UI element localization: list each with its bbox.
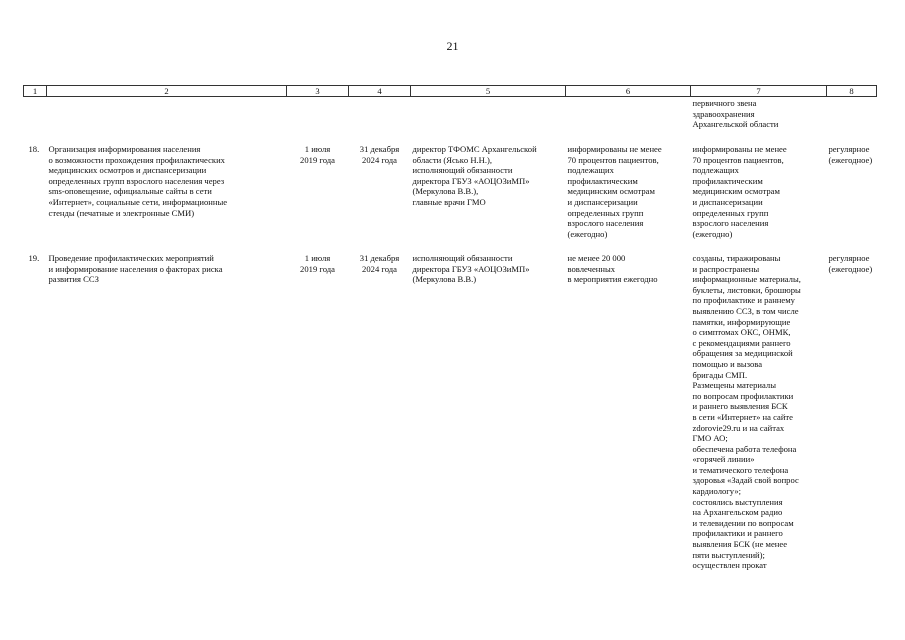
cell-text-line: буклеты, листовки, брошюры (692, 284, 801, 295)
cell-text-line: директора ГБУЗ «АОЦОЗиМП» (412, 175, 530, 186)
cell-text-line: о возможности прохождения профилактических (48, 154, 225, 165)
cell-text-line: на Архангельском радио (692, 507, 783, 518)
cell-text-line: о симптомах ОКС, ОНМК, (692, 327, 791, 338)
col-header-7: 7 (691, 86, 827, 97)
activity-cell (47, 241, 287, 571)
page-number: 21 (446, 39, 459, 53)
cell-text-line: помощью и вызова (692, 358, 763, 369)
indicator-cell (566, 241, 691, 571)
responsible-cell (411, 241, 566, 571)
cell-text-line: памятки, информирующие (692, 316, 791, 327)
cell-text-line: профилактическим (692, 175, 763, 186)
cell-text-line: в сети «Интернет» на сайте (692, 411, 793, 422)
cell-text-line: информированы не менее (692, 144, 787, 154)
cell-text-line: 70 процентов пациентов, (692, 154, 784, 165)
cell-text-line: медицинским осмотрам (692, 186, 780, 197)
responsible-cell (411, 130, 566, 241)
cell-text-line: (ежегодное) (828, 263, 873, 274)
cell-text-line: состоялись выступления (692, 496, 783, 507)
cell-text-line: определенных групп (567, 207, 644, 218)
cell-text-line: и диспансеризации (692, 196, 763, 207)
cell-text-line: zdorovie29.ru и на сайтах (692, 422, 785, 433)
cell-text-line: Проведение профилактических мероприятий (48, 253, 214, 263)
table-row-19 (24, 241, 877, 571)
cell-text-line: бригады СМП. (692, 369, 748, 380)
cell-text-line: медицинским осмотрам (567, 186, 655, 197)
cell-text-line: по вопросам профилактики (692, 390, 794, 401)
activity-cell (47, 130, 287, 241)
cell-text-line: медицинских осмотров и диспансеризации (48, 165, 207, 176)
column-number-header-row (24, 86, 877, 97)
cell-text-line: (Меркулова В.В.), (412, 186, 479, 197)
end-date-cell (349, 130, 411, 241)
cell-text-line: 2019 года (300, 154, 335, 165)
cell-text-line: стенды (печатные и электронные СМИ) (48, 207, 195, 218)
cell-text-line: sms-оповещение, официальные сайты в сети (48, 186, 212, 197)
cell-text-line: 2019 года (300, 263, 335, 274)
cell-text-line: Архангельской области (692, 119, 779, 130)
col-header-6: 6 (566, 86, 691, 97)
cell-text-line: (ежегодно) (567, 228, 608, 239)
cell-text-line: кардиологу»; (692, 486, 742, 497)
cell-text-line: Размещены материалы (692, 380, 776, 391)
table-row-18 (24, 130, 877, 241)
cell-text-line: главные врачи ГМО (412, 196, 486, 207)
col-header-5: 5 (411, 86, 566, 97)
results-cell (691, 130, 827, 241)
cell-text-line: 1 июля (304, 144, 331, 154)
cell-text-line: 1 июля (304, 253, 331, 263)
col-header-1: 1 (24, 86, 47, 97)
cell-text-line: директора ГБУЗ «АОЦОЗиМП» (412, 263, 530, 274)
cell-text-line: не менее 20 000 (567, 253, 626, 263)
cell-text-line: 2024 года (362, 263, 397, 274)
cell-text-line: первичного звена (692, 98, 757, 108)
cell-text-line: и тематического телефона (692, 464, 789, 475)
cell-text-line: (ежегодно) (692, 228, 733, 239)
type-cell (827, 241, 877, 571)
cell-text-line: информационные материалы, (692, 274, 801, 285)
cell-text-line: регулярное (828, 144, 870, 154)
cell-text-line: информированы не менее (567, 144, 662, 154)
cell-text-line: Организация информирования населения (48, 144, 201, 154)
cell-text-line: исполняющий обязанности (412, 253, 513, 263)
results-cell (691, 241, 827, 571)
cell-text-line: регулярное (828, 253, 870, 263)
cell-text-line: ГМО АО; (692, 433, 728, 444)
cell-text-line: и распространены (692, 263, 760, 274)
cell-text-line: исполняющий обязанности (412, 165, 513, 176)
cell-text-line: здравоохранения (692, 108, 755, 119)
cell-text-line: 70 процентов пациентов, (567, 154, 659, 165)
cell-text-line: «Интернет», социальные сети, информационные (48, 196, 228, 207)
cell-text-line: определенных групп взрослого населения через (48, 175, 225, 186)
continuation-results-cell (691, 97, 827, 131)
cell-text-line: развития ССЗ (48, 274, 99, 285)
measures-table (23, 85, 877, 571)
row-number: 18. (28, 144, 40, 154)
end-date-cell (349, 241, 411, 571)
cell-text-line: подлежащих (567, 165, 614, 176)
cell-text-line: подлежащих (692, 165, 739, 176)
cell-text-line: выявления БСК (не менее (692, 539, 788, 550)
cell-text-line: 2024 года (362, 154, 397, 165)
cell-text-line: взрослого населения (567, 218, 644, 229)
cell-text-line: с рекомендациями раннего (692, 337, 791, 348)
start-date-cell (287, 130, 349, 241)
cell-text-line: взрослого населения (692, 218, 769, 229)
col-header-2: 2 (47, 86, 287, 97)
col-header-8: 8 (827, 86, 877, 97)
cell-text-line: и раннего выявления БСК (692, 401, 788, 412)
cell-text-line: области (Яськo Н.Н.), (412, 154, 493, 165)
col-header-3: 3 (287, 86, 349, 97)
cell-text-line: и телевидении по вопросам (692, 517, 794, 528)
indicator-cell (566, 130, 691, 241)
cell-text-line: и информирование населения о факторах риска (48, 263, 223, 274)
cell-text-line: определенных групп (692, 207, 769, 218)
cell-text-line: вовлеченных (567, 263, 616, 274)
cell-text-line: директор ТФОМС Архангельской (412, 144, 537, 154)
cell-text-line: профилактическим (567, 175, 638, 186)
cell-text-line: 31 декабря (359, 144, 400, 154)
cell-text-line: здоровья «Задай свой вопрос (692, 475, 799, 486)
cell-text-line: и диспансеризации (567, 196, 638, 207)
cell-text-line: выявлению ССЗ, в том числе (692, 305, 799, 316)
cell-text-line: обращения за медицинской (692, 348, 793, 359)
cell-text-line: 31 декабря (359, 253, 400, 263)
cell-text-line: профилактики и раннего (692, 528, 783, 539)
cell-text-line: пяти выступлений); (692, 549, 765, 560)
cell-text-line: обеспечена работа телефона (692, 443, 797, 454)
cell-text-line: в мероприятия ежегодно (567, 274, 658, 285)
cell-text-line: (Меркулова В.В.) (412, 274, 477, 285)
row-number: 19. (28, 253, 40, 263)
cell-text-line: «горячей линии» (692, 454, 755, 465)
cell-text-line: созданы, тиражированы (692, 253, 781, 263)
start-date-cell (287, 241, 349, 571)
col-header-4: 4 (349, 86, 411, 97)
continuation-row (24, 97, 877, 131)
cell-text-line: осуществлен прокат (692, 560, 767, 571)
cell-text-line: (ежегодное) (828, 154, 873, 165)
cell-text-line: по профилактике и раннему (692, 295, 795, 306)
type-cell (827, 130, 877, 241)
